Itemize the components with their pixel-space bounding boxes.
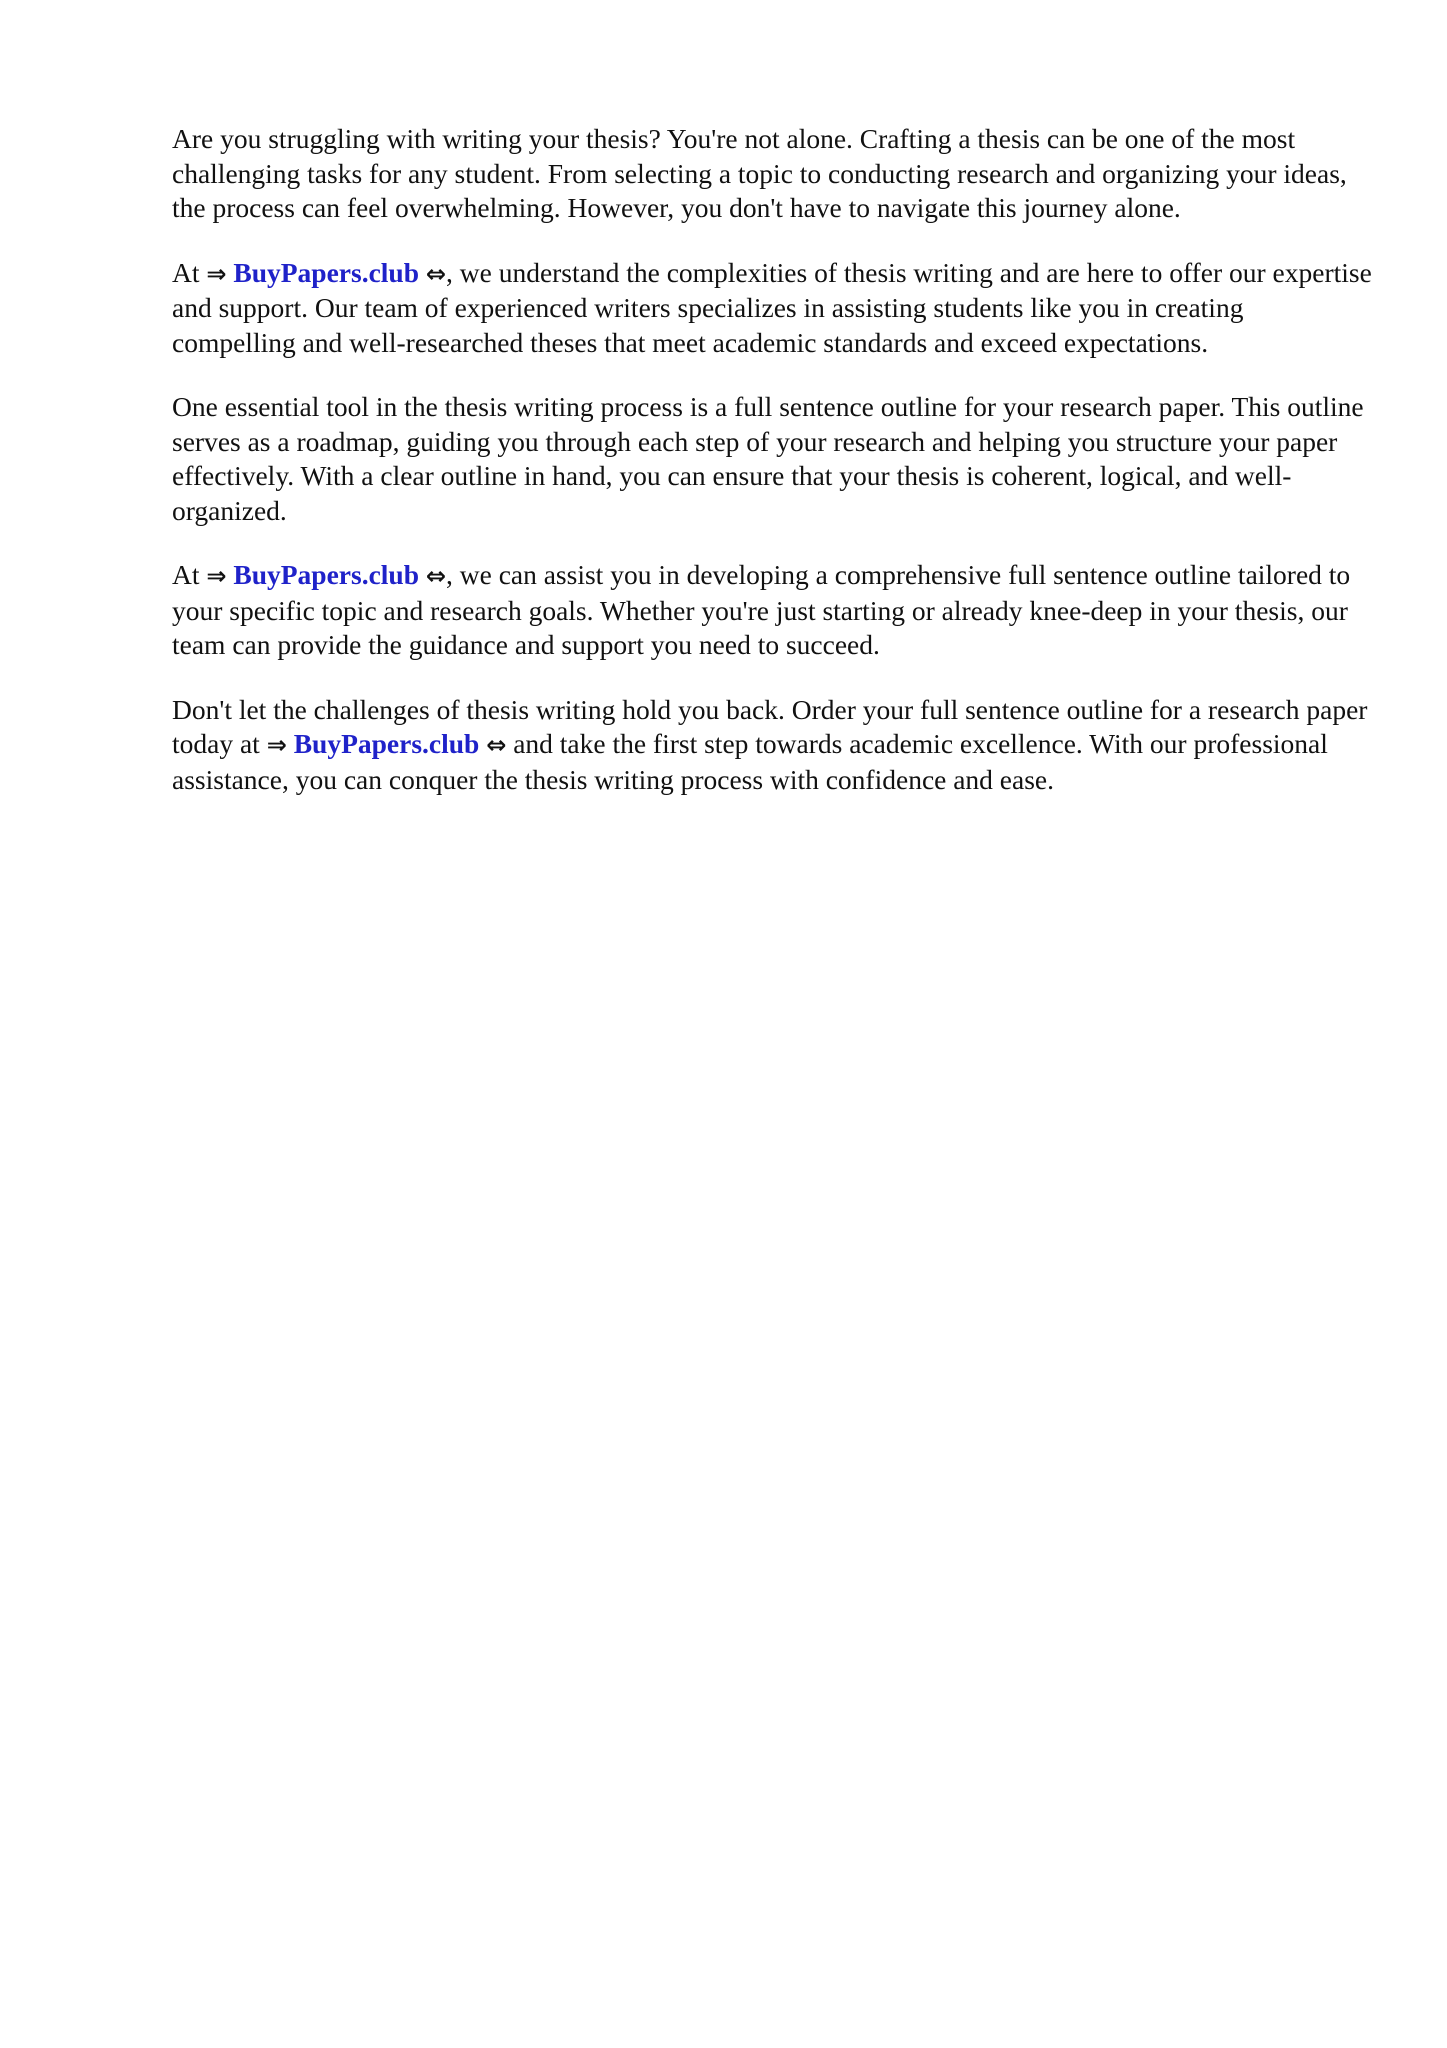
arrow-both-icon: ⇔ bbox=[425, 259, 446, 288]
buypapers-link[interactable]: BuyPapers.club bbox=[233, 559, 420, 590]
buypapers-link[interactable]: BuyPapers.club bbox=[233, 256, 420, 288]
paragraph-intro-text: Are you struggling with writing your thesis? You're not alone. Crafting a thesis can be one of the most challenging tasks for any student. From selecting a topic to conducting research and organizing your ideas, the process can feel overwhelming. However, you don't have to navigate this journey alone. bbox=[172, 123, 1347, 223]
paragraph-assist-lead: At bbox=[172, 559, 207, 590]
paragraph-assist bbox=[172, 558, 1372, 663]
paragraph-service bbox=[172, 256, 1372, 361]
buypapers-link[interactable]: BuyPapers.club bbox=[293, 728, 480, 759]
paragraph-outline-text: One essential tool in the thesis writing process is a full sentence outline for your research paper. This outline serves as a roadmap, guiding you through each step of your research and helping you structure your paper effectively. With a clear outline in hand, you can ensure that your thesis is coherent, logical, and well-organized. bbox=[172, 391, 1364, 526]
paragraph-closing bbox=[172, 693, 1372, 798]
arrow-right-icon: ⇒ bbox=[266, 731, 287, 759]
arrow-right-icon: ⇒ bbox=[206, 259, 227, 288]
arrow-both-icon: ⇔ bbox=[425, 562, 446, 590]
paragraph-intro bbox=[172, 122, 1372, 226]
paragraph-outline bbox=[172, 390, 1372, 528]
paragraph-service-lead: At bbox=[172, 256, 207, 288]
paragraph-service-text: , we understand the complexities of thesis writing and are here to offer our expertise and support. Our team of experienced writers specializes in assisting students like you in creating compelling and well-researched theses that meet academic standards and exceed expectations. bbox=[172, 256, 1372, 358]
arrow-right-icon: ⇒ bbox=[206, 562, 227, 590]
paragraph-closing-text: and take the first step towards academic excellence. With our professional assistance, you can conquer the thesis writing process with confidence and ease. bbox=[172, 728, 1328, 795]
paragraph-assist-text: , we can assist you in developing a comprehensive full sentence outline tailored to your specific topic and research goals. Whether you're just starting or already knee-deep in your thesis, our team can provide the guidance and support you need to succeed. bbox=[172, 559, 1351, 660]
arrow-both-icon: ⇔ bbox=[486, 731, 507, 759]
document-body bbox=[172, 122, 1372, 827]
paragraph-closing-lead: Don't let the challenges of thesis writing hold you back. Order your full sentence outline for a research paper today at bbox=[172, 693, 1368, 759]
